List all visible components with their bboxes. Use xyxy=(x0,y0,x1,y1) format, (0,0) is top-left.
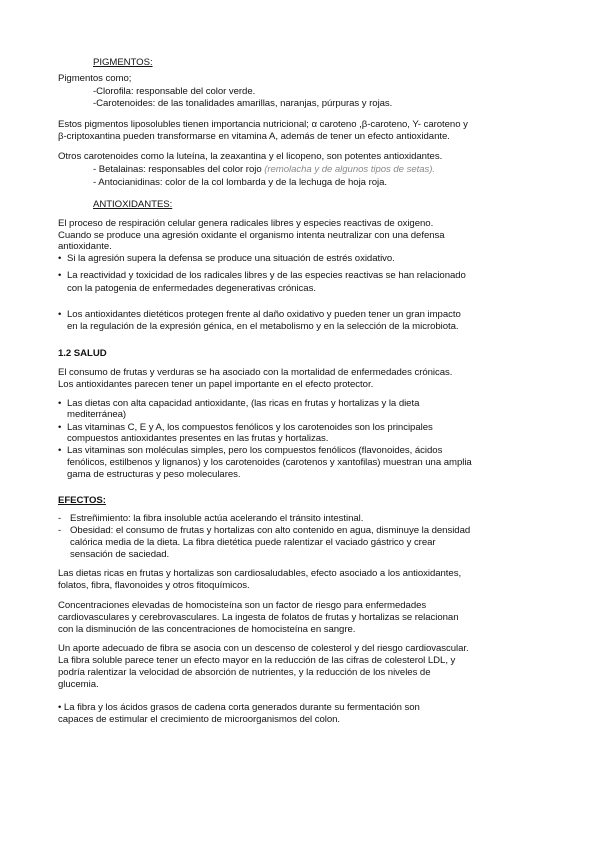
efectos-paragraph-line: con la disminución de las concentraciones de homocisteína en sangre. xyxy=(58,624,356,635)
efectos-paragraph-line: folatos, fibra, flavonoides y otros fitoquímicos. xyxy=(58,580,250,591)
efectos-item: Estreñimiento: la fibra insoluble actúa acelerando el tránsito intestinal. xyxy=(70,513,364,524)
pigmentos-heading: PIGMENTOS: xyxy=(93,57,153,68)
antioxidantes-paragraph-line: antioxidante. xyxy=(58,241,112,252)
bullet-glyph: • xyxy=(58,270,62,281)
bullet-glyph: • xyxy=(58,422,62,433)
bullet-glyph: • xyxy=(58,309,62,320)
efectos-item: calórica media de la dieta. La fibra dietética puede ralentizar el vaciado gástrico y crear xyxy=(70,537,436,548)
efectos-paragraph-line: capaces de estimular el crecimiento de microorganismos del colon. xyxy=(58,714,341,725)
salud-bullet: compuestos antioxidantes presentes en las frutas y hortalizas. xyxy=(67,433,329,444)
antioxidantes-bullet: Los antioxidantes dietéticos protegen frente al daño oxidativo y pueden tener un gran impacto xyxy=(67,309,461,320)
efectos-item: Obesidad: el consumo de frutas y hortalizas con alto contenido en agua, disminuye la densidad xyxy=(70,525,471,536)
carotenoides-paragraph: Otros carotenoides como la luteína, la zeaxantina y el licopeno, son potentes antioxidantes. xyxy=(58,151,443,162)
salud-bullet: mediterránea) xyxy=(67,409,127,420)
antocianidinas-item: - Antocianidinas: color de la col lombarda y de la lechuga de hoja roja. xyxy=(93,177,387,188)
salud-bullet: Las vitaminas son moléculas simples, pero los compuestos fenólicos (flavonoides, ácidos xyxy=(67,445,443,456)
efectos-paragraph-line: podría ralentizar la velocidad de absorción de nutrientes, y la reducción de los niveles de xyxy=(58,667,431,678)
efectos-heading: EFECTOS: xyxy=(58,495,106,506)
dash-glyph: - xyxy=(58,513,62,524)
salud-bullet: gama de estructuras y peso moleculares. xyxy=(67,469,241,480)
efectos-paragraph-line: cardiovasculares y cerebrovasculares. La ingesta de folatos de frutas y hortalizas se relacionan xyxy=(58,612,459,623)
betalainas-note: (remolacha y de algunos tipos de setas). xyxy=(264,164,436,175)
efectos-paragraph-line: Las dietas ricas en frutas y hortalizas son cardiosaludables, efecto asociado a los antioxidantes, xyxy=(58,568,462,579)
efectos-paragraph-line: Concentraciones elevadas de homocisteína son un factor de riesgo para enfermedades xyxy=(58,600,427,611)
salud-bullet: Las vitaminas C, E y A, los compuestos fenólicos y los carotenoides son los principales xyxy=(67,422,433,433)
antioxidantes-paragraph-line: Cuando se produce una agresión oxidante el organismo intenta neutralizar con una defensa xyxy=(58,230,445,241)
pigmentos-paragraph-line: Estos pigmentos liposolubles tienen importancia nutricional; α caroteno ,β-caroteno, Y- caroteno y xyxy=(58,119,468,130)
salud-paragraph-line: Los antioxidantes parecen tener un papel importante en el efecto protector. xyxy=(58,379,374,390)
efectos-item: sensación de saciedad. xyxy=(70,549,170,560)
antioxidantes-bullet: La reactividad y toxicidad de los radicales libres y de las especies reactivas se han relacionado xyxy=(67,270,466,281)
dash-glyph: - xyxy=(58,525,62,536)
antioxidantes-paragraph-line: El proceso de respiración celular genera radicales libres y especies reactivas de oxigeno. xyxy=(58,218,434,229)
efectos-paragraph-line: La fibra soluble parece tener un efecto mayor en la reducción de las cifras de colesterol LDL, y xyxy=(58,655,456,666)
antioxidantes-bullet: con la patogenia de enfermedades degenerativas crónicas. xyxy=(67,283,316,294)
antioxidantes-heading: ANTIOXIDANTES: xyxy=(93,199,173,210)
efectos-paragraph-line: glucemia. xyxy=(58,679,99,690)
salud-bullet: fenólicos, estilbenos y lignanos) y los carotenoides (carotenos y xantofilas) muestran una amplia xyxy=(67,457,472,468)
bullet-glyph: • xyxy=(58,398,62,409)
antioxidantes-bullet: en la regulación de la expresión génica, en el metabolismo y en la selección de la microbiota. xyxy=(67,321,459,332)
bullet-glyph: • xyxy=(58,253,62,264)
pigmentos-item: -Carotenoides: de las tonalidades amarillas, naranjas, púrpuras y rojas. xyxy=(93,98,393,109)
salud-heading: 1.2 SALUD xyxy=(58,348,107,359)
salud-bullet: Las dietas con alta capacidad antioxidante, (las ricas en frutas y hortalizas y la dieta xyxy=(67,398,420,409)
bullet-glyph: • xyxy=(58,445,62,456)
efectos-paragraph-line: • La fibra y los ácidos grasos de cadena corta generados durante su fermentación son xyxy=(58,702,420,713)
pigmentos-item: -Clorofila: responsable del color verde. xyxy=(93,86,256,97)
betalainas-item xyxy=(93,164,435,176)
efectos-paragraph-line: Un aporte adecuado de fibra se asocia con un descenso de colesterol y del riesgo cardiovascular. xyxy=(58,643,469,654)
antioxidantes-bullet: Si la agresión supera la defensa se produce una situación de estrés oxidativo. xyxy=(67,253,395,264)
salud-paragraph-line: El consumo de frutas y verduras se ha asociado con la mortalidad de enfermedades crónicas. xyxy=(58,367,453,378)
betalainas-label: - Betalainas: responsables del color rojo xyxy=(93,164,262,175)
pigmentos-paragraph-line: β-criptoxantina pueden transformarse en vitamina A, además de tener un efecto antioxidante. xyxy=(58,131,450,142)
pigmentos-intro: Pigmentos como; xyxy=(58,73,132,84)
